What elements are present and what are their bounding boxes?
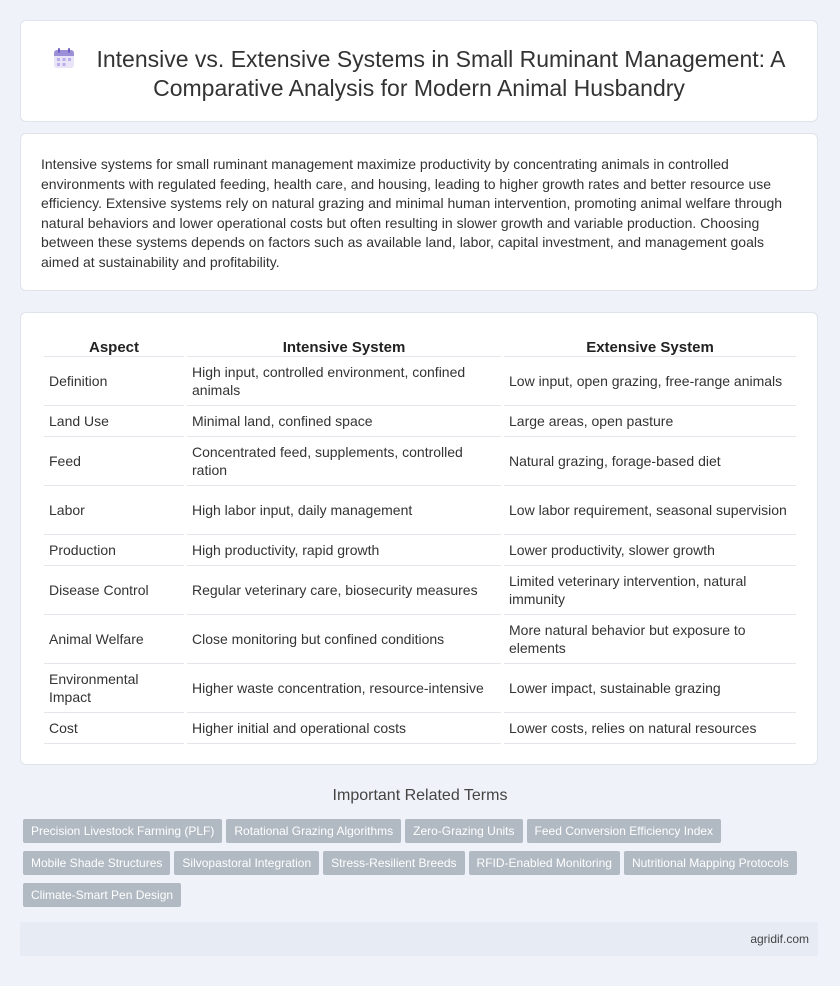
related-term-tag[interactable]: RFID-Enabled Monitoring — [469, 851, 620, 875]
title-wrap — [21, 45, 817, 103]
related-term-tag[interactable]: Precision Livestock Farming (PLF) — [23, 819, 222, 843]
intro-paragraph: Intensive systems for small ruminant management maximize productivity by concentrating animals in controlled environments with regulated feeding, health care, and housing, leading to higher growth rates and better resource use efficiency. Extensive systems rely on natural grazing and minimal human intervention, promoting animal welfare through natural behaviors and lower operational costs but often resulting in slower growth and variable production. Choosing between these systems depends on factors such as available land, labor, capital investment, and management goals aimed at sustainability and profitability. — [41, 156, 783, 270]
related-term-tag[interactable]: Mobile Shade Structures — [23, 851, 170, 875]
aspect-cell: Feed — [44, 437, 184, 486]
aspect-cell: Labor — [44, 486, 184, 535]
header-extensive: Extensive System — [504, 333, 796, 357]
table-row — [44, 437, 796, 486]
table-row — [44, 357, 796, 406]
intensive-cell: Minimal land, confined space — [187, 406, 501, 437]
table-row — [44, 535, 796, 566]
extensive-cell: Lower impact, sustainable grazing — [504, 664, 796, 713]
related-term-tag[interactable]: Nutritional Mapping Protocols — [624, 851, 797, 875]
intensive-cell: Higher initial and operational costs — [187, 713, 501, 744]
related-term-tag[interactable]: Rotational Grazing Algorithms — [226, 819, 401, 843]
aspect-cell: Disease Control — [44, 566, 184, 615]
extensive-cell: Natural grazing, forage-based diet — [504, 437, 796, 486]
intensive-cell: Higher waste concentration, resource-intensive — [187, 664, 501, 713]
comparison-table-card — [20, 312, 818, 765]
header-intensive: Intensive System — [187, 333, 501, 357]
intensive-cell: High labor input, daily management — [187, 486, 501, 535]
related-terms-title: Important Related Terms — [332, 787, 508, 804]
related-terms-tags — [23, 819, 823, 915]
extensive-cell: Lower costs, relies on natural resources — [504, 713, 796, 744]
intensive-cell: Close monitoring but confined conditions — [187, 615, 501, 664]
calendar-icon — [52, 46, 76, 70]
footer — [20, 922, 818, 956]
related-term-tag[interactable]: Climate-Smart Pen Design — [23, 883, 181, 907]
page-title — [21, 45, 817, 103]
aspect-cell: Definition — [44, 357, 184, 406]
intensive-cell: Regular veterinary care, biosecurity measures — [187, 566, 501, 615]
footer-site-link[interactable]: agridif.com — [750, 932, 809, 946]
header-card — [20, 20, 818, 122]
extensive-cell: More natural behavior but exposure to elements — [504, 615, 796, 664]
related-term-tag[interactable]: Stress-Resilient Breeds — [323, 851, 464, 875]
table-header-row — [44, 333, 796, 357]
related-term-tag[interactable]: Feed Conversion Efficiency Index — [527, 819, 722, 843]
aspect-cell: Production — [44, 535, 184, 566]
intensive-cell: High input, controlled environment, confined animals — [187, 357, 501, 406]
extensive-cell: Low labor requirement, seasonal supervision — [504, 486, 796, 535]
table-row — [44, 566, 796, 615]
table-row — [44, 713, 796, 744]
extensive-cell: Lower productivity, slower growth — [504, 535, 796, 566]
intensive-cell: High productivity, rapid growth — [187, 535, 501, 566]
aspect-cell: Land Use — [44, 406, 184, 437]
extensive-cell: Large areas, open pasture — [504, 406, 796, 437]
related-term-tag[interactable]: Silvopastoral Integration — [174, 851, 319, 875]
related-term-tag[interactable]: Zero-Grazing Units — [405, 819, 522, 843]
comparison-table — [41, 333, 799, 744]
table-row — [44, 664, 796, 713]
page-title-text: Intensive vs. Extensive Systems in Small Ruminant Management: A Comparative Analysis for Modern Animal Husbandry — [96, 46, 786, 101]
aspect-cell: Animal Welfare — [44, 615, 184, 664]
aspect-cell: Environmental Impact — [44, 664, 184, 713]
extensive-cell: Limited veterinary intervention, natural immunity — [504, 566, 796, 615]
header-aspect: Aspect — [44, 333, 184, 357]
intro-card — [20, 133, 818, 291]
intensive-cell: Concentrated feed, supplements, controlled ration — [187, 437, 501, 486]
table-row — [44, 406, 796, 437]
extensive-cell: Low input, open grazing, free-range animals — [504, 357, 796, 406]
table-row — [44, 615, 796, 664]
aspect-cell: Cost — [44, 713, 184, 744]
table-row — [44, 486, 796, 535]
